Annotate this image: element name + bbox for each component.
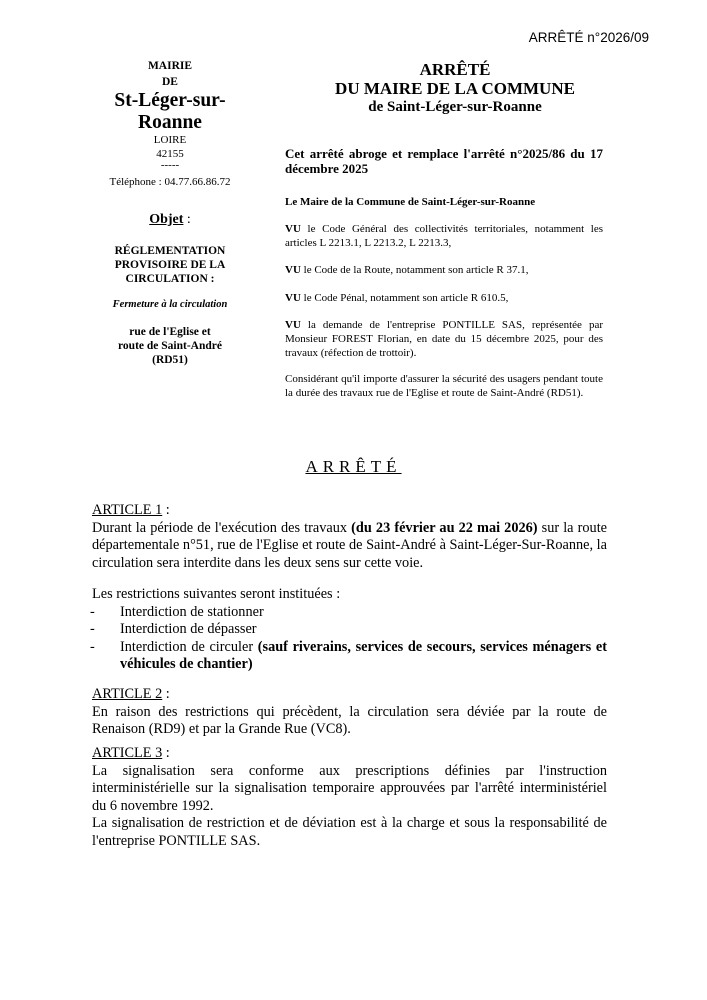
arrete-reference: ARRÊTÉ n°2026/09 <box>528 30 649 45</box>
postal-code: 42155 <box>156 148 184 160</box>
restriction-exceptions: (sauf riverains, services de secours, services ménagers et véhicules de chantier) <box>120 638 607 672</box>
restriction-text: Interdiction de circuler <box>120 638 258 655</box>
reglementation-line2: PROVISOIRE DE LA <box>114 259 226 271</box>
reglementation-line3: CIRCULATION : <box>125 273 215 285</box>
objet-word: Objet <box>149 212 184 227</box>
article-2-text: En raison des restrictions qui précèdent, la circulation sera déviée par la route de Renaison (RD9) et par la Grande Rue (VC8). <box>92 703 607 737</box>
article-3-text-1: La signalisation sera conforme aux prescriptions définies par l'instruction interministérielle sur la signalisation temporaire approuvées par l'arrêté interministériel du 6 novembre 1992. <box>92 762 607 814</box>
article-1-text-after: sur la route départementale n°51, rue de l'Eglise et route de Saint-André à Saint-Léger-Sur-Roanne, la circulation sera interdite dans les deux sens sur cette voie. <box>92 519 608 571</box>
article-1-heading-suffix: : <box>162 502 170 518</box>
vu-text: le Code Général des collectivités territoriales, notamment les articles L 2213.1, L 2213.2, L 2213.3, <box>285 223 603 249</box>
vu-text: le Code de la Route, notamment son article R 37.1, <box>300 264 529 276</box>
title-line1: ARRÊTÉ <box>419 60 491 79</box>
vu-item <box>285 291 603 305</box>
restriction-text: Interdiction de stationner <box>120 603 264 620</box>
vu-text: la demande de l'entreprise PONTILLE SAS, représentée par Monsieur FOREST Florian, en date du 15 décembre 2025, pour des travaux (réfection de trottoir). <box>285 319 603 359</box>
vu-item <box>285 263 603 277</box>
article-3-heading-suffix: : <box>162 745 170 761</box>
article-1-dates: (du 23 février au 22 mai 2026) <box>351 519 538 536</box>
mairie-line2: DE <box>162 76 178 88</box>
separator: ----- <box>160 159 180 171</box>
vu-item <box>285 318 603 360</box>
telephone: Téléphone : 04.77.66.86.72 <box>109 176 231 188</box>
article-1-heading: ARTICLE 1 <box>92 502 163 518</box>
objet-fermeture: Fermeture à la circulation <box>112 299 228 310</box>
list-item <box>92 604 607 622</box>
considerant: Considérant qu'il importe d'assurer la sécurité des usagers pendant toute la durée des travaux rue de l'Eglise et route de Saint-André (RD51). <box>285 373 603 399</box>
list-item <box>92 621 607 639</box>
objet-label <box>70 212 270 228</box>
mairie-contact <box>70 133 270 189</box>
vu-text: le Code Pénal, notamment son article R 610.5, <box>300 292 509 304</box>
restrictions-intro: Les restrictions suivantes seront instituées : <box>92 586 341 602</box>
commune-line1: St-Léger-sur- <box>114 90 226 111</box>
title-line3: de Saint-Léger-sur-Roanne <box>368 99 542 115</box>
maire-line: Le Maire de la Commune de Saint-Léger-sur-Roanne <box>285 196 536 208</box>
vu-word: VU <box>285 264 301 276</box>
arrete-heading: ARRÊTÉ <box>305 457 402 476</box>
document-title <box>285 60 625 98</box>
vu-word: VU <box>285 319 301 331</box>
objet-suffix: : <box>183 212 191 227</box>
article-1-text <box>92 520 607 573</box>
vu-word: VU <box>285 223 301 235</box>
article-3-heading: ARTICLE 3 <box>92 745 163 761</box>
article-2 <box>92 686 607 739</box>
reglementation-line1: RÉGLEMENTATION <box>114 245 226 257</box>
objet-location <box>70 325 270 367</box>
article-1 <box>92 502 607 572</box>
list-item <box>92 639 607 674</box>
restrictions <box>92 586 607 674</box>
article-3-text-2: La signalisation de restriction et de déviation est à la charge et sous la responsabilité de l'entreprise PONTILLE SAS. <box>92 815 607 849</box>
article-3 <box>92 745 607 850</box>
restrictions-list <box>92 604 607 674</box>
restriction-text: Interdiction de dépasser <box>120 621 257 637</box>
location-line2: route de Saint-André <box>118 340 222 352</box>
article-1-text-before: Durant la période de l'exécution des travaux <box>92 519 352 536</box>
article-2-heading: ARTICLE 2 <box>92 686 163 702</box>
vu-item <box>285 222 603 250</box>
mairie-header <box>70 58 270 90</box>
location-line1: rue de l'Eglise et <box>129 326 211 338</box>
mairie-line1: MAIRIE <box>147 60 193 72</box>
commune-name <box>70 90 270 134</box>
objet-reglementation <box>70 244 270 286</box>
vu-word: VU <box>285 292 301 304</box>
title-line2: DU MAIRE DE LA COMMUNE <box>335 79 575 98</box>
commune-line2: Roanne <box>138 112 202 133</box>
location-line3: (RD51) <box>152 354 188 366</box>
department: LOIRE <box>153 134 187 146</box>
article-2-heading-suffix: : <box>162 686 170 702</box>
abroge-statement: Cet arrêté abroge et remplace l'arrêté n°2025/86 du 17 décembre 2025 <box>285 146 603 176</box>
